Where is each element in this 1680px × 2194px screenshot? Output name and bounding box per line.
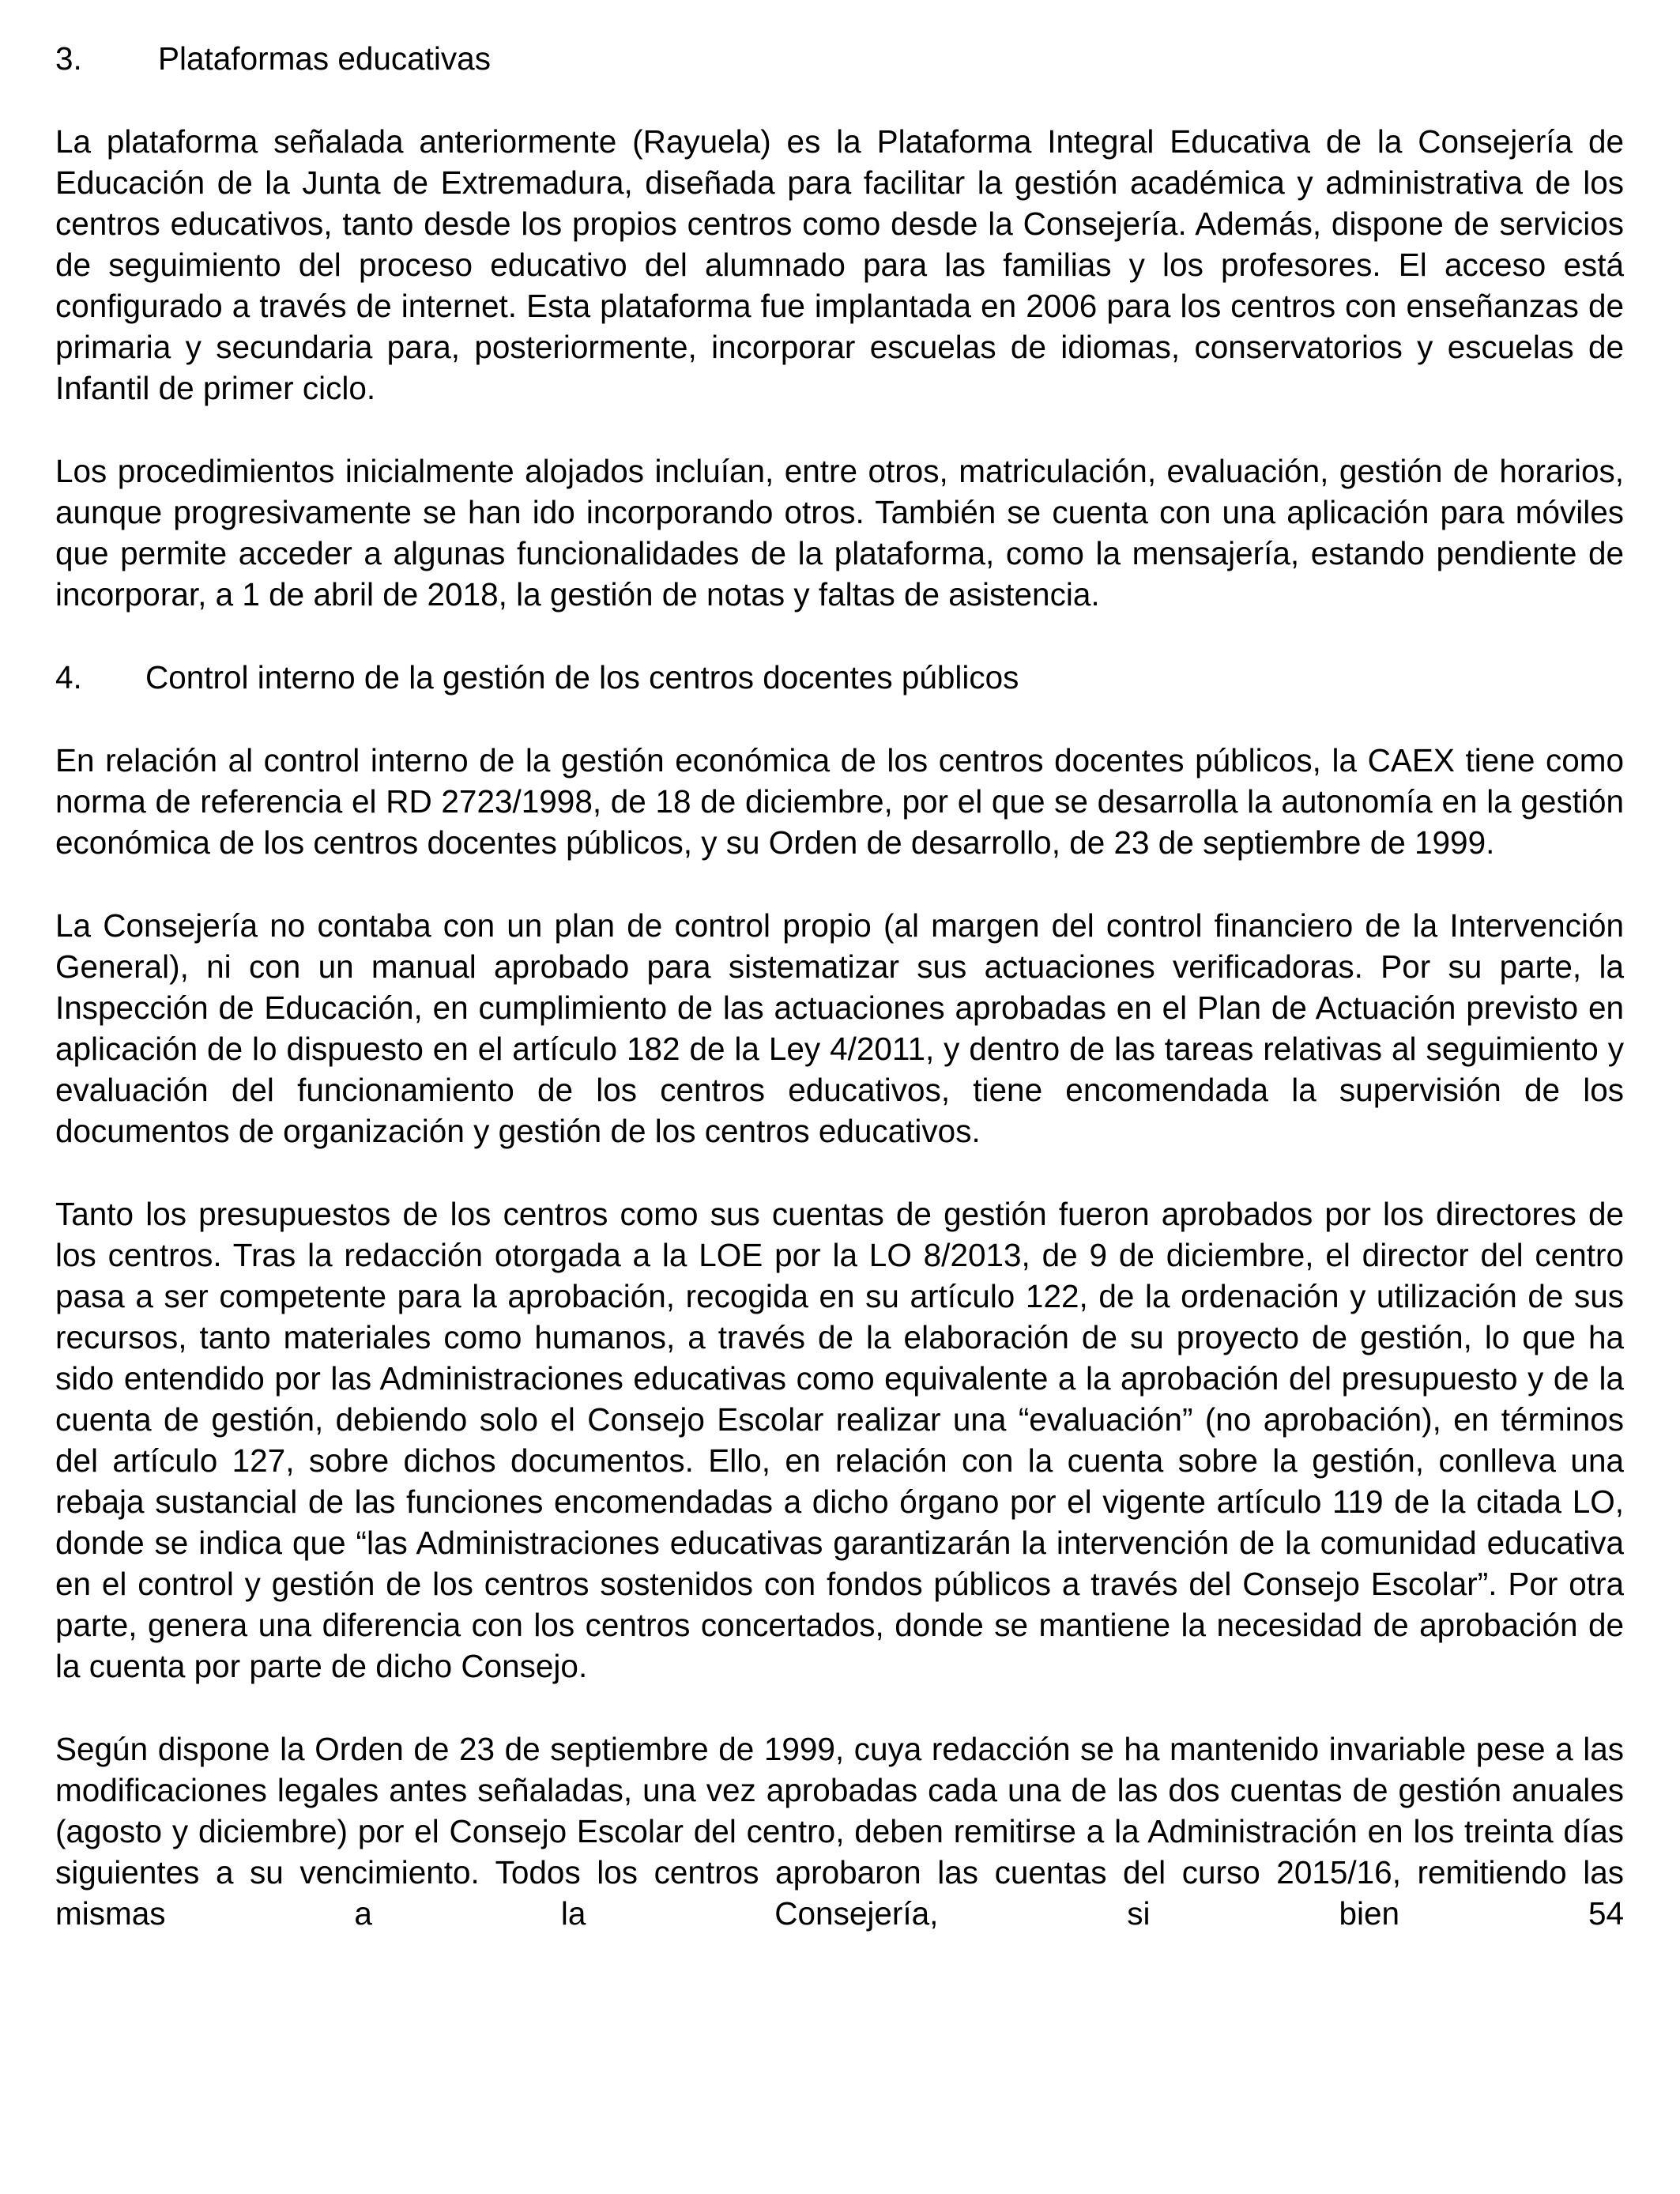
paragraph: La plataforma señalada anteriormente (Rayuela) es la Plataforma Integral Educativa de la Consejería de Educación de la Junta de Extremadura, diseñada para facilitar la gestión académica y administrativa de los centros educativos, tanto desde los propios centros como desde la Consejería. Además, dispone de servicios de seguimiento del proceso educativo del alumnado para las familias y los profesores. El acceso está configurado a través de internet. Esta plataforma fue implantada en 2006 para los centros con enseñanzas de primaria y secundaria para, posteriormente, incorporar escuelas de idiomas, conservatorios y escuelas de Infantil de primer ciclo. <box>55 123 1624 406</box>
section-number: 4. <box>55 659 82 696</box>
section-title: Control interno de la gestión de los centros docentes públicos <box>145 659 1019 696</box>
section-number: 3. <box>55 40 82 77</box>
paragraph: Los procedimientos inicialmente alojados incluían, entre otros, matriculación, evaluación, gestión de horarios, aunque progresivamente se han ido incorporando otros. También se cuenta con una aplicación para móviles que permite acceder a algunas funcionalidades de la plataforma, como la mensajería, estando pendiente de incorporar, a 1 de abril de 2018, la gestión de notas y faltas de asistencia. <box>55 453 1624 613</box>
paragraph: Tanto los presupuestos de los centros como sus cuentas de gestión fueron aprobados por los directores de los centros. Tras la redacción otorgada a la LOE por la LO 8/2013, de 9 de diciembre, el director del centro pasa a ser competente para la aprobación, recogida en su artículo 122, de la ordenación y utilización de sus recursos, tanto materiales como humanos, a través de la elaboración de su proyecto de gestión, lo que ha sido entendido por las Administraciones educativas como equivalente a la aprobación del presupuesto y de la cuenta de gestión, debiendo solo el Consejo Escolar realizar una “evaluación” (no aprobación), en términos del artículo 127, sobre dichos documentos. Ello, en relación con la cuenta sobre la gestión, conlleva una rebaja sustancial de las funciones encomendadas a dicho órgano por el vigente artículo 119 de la citada LO, donde se indica que “las Administraciones educativas garantizarán la intervención de la comunidad educativa en el control y gestión de los centros sostenidos con fondos públicos a través del Consejo Escolar”. Por otra parte, genera una diferencia con los centros concertados, donde se mantiene la necesidad de aprobación de la cuenta por parte de dicho Consejo. <box>55 1196 1624 1684</box>
section-heading <box>55 657 1624 698</box>
section-title: Plataformas educativas <box>158 40 491 77</box>
section-heading <box>55 38 1624 79</box>
document-page <box>55 38 1624 1934</box>
paragraph: Según dispone la Orden de 23 de septiembre de 1999, cuya redacción se ha mantenido invariable pese a las modificaciones legales antes señaladas, una vez aprobadas cada una de las dos cuentas de gestión anuales (agosto y diciembre) por el Consejo Escolar del centro, deben remitirse a la Administración en los treinta días siguientes a su vencimiento. Todos los centros aprobaron las cuentas del curso 2015/16, remitiendo las mismas a la Consejería, si bien 54 <box>55 1731 1624 1932</box>
paragraph: La Consejería no contaba con un plan de control propio (al margen del control financiero de la Intervención General), ni con un manual aprobado para sistematizar sus actuaciones verificadoras. Por su parte, la Inspección de Educación, en cumplimiento de las actuaciones aprobadas en el Plan de Actuación previsto en aplicación de lo dispuesto en el artículo 182 de la Ley 4/2011, y dentro de las tareas relativas al seguimiento y evaluación del funcionamiento de los centros educativos, tiene encomendada la supervisión de los documentos de organización y gestión de los centros educativos. <box>55 907 1624 1149</box>
paragraph: En relación al control interno de la gestión económica de los centros docentes públicos, la CAEX tiene como norma de referencia el RD 2723/1998, de 18 de diciembre, por el que se desarrolla la autonomía en la gestión económica de los centros docentes públicos, y su Orden de desarrollo, de 23 de septiembre de 1999. <box>55 742 1624 861</box>
